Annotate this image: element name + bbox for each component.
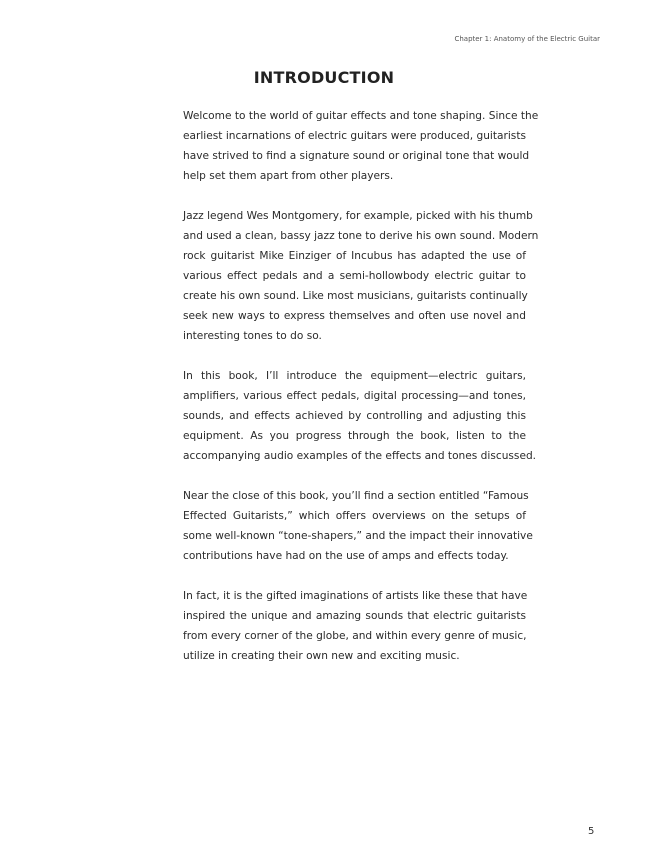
paragraph [183, 106, 539, 186]
text-line: utilize in creating their own new and exciting music. [183, 650, 460, 662]
text-line: In this book, I’ll introduce the equipment—electric guitars, [183, 370, 526, 382]
text-line: inspired the unique and amazing sounds that electric guitarists [183, 610, 526, 622]
paragraph [183, 586, 526, 666]
text-line: various effect pedals and a semi-hollowbody electric guitar to [183, 270, 526, 282]
text-line: create his own sound. Like most musicians, guitarists continually [183, 290, 528, 302]
paragraph [183, 206, 539, 346]
body-text [183, 106, 539, 686]
text-line: equipment. As you progress through the book, listen to the [183, 430, 526, 442]
running-header: Chapter 1: Anatomy of the Electric Guitar [454, 35, 600, 43]
text-line: Effected Guitarists,” which offers overviews on the setups of [183, 510, 526, 522]
text-line: seek new ways to express themselves and often use novel and [183, 310, 526, 322]
text-line: some well-known “tone-shapers,” and the impact their innovative [183, 530, 533, 542]
paragraph [183, 366, 537, 466]
text-line: interesting tones to do so. [183, 330, 322, 342]
text-line: and used a clean, bassy jazz tone to derive his own sound. Modern [183, 230, 539, 242]
text-line: earliest incarnations of electric guitars were produced, guitarists [183, 130, 526, 142]
page-number: 5 [588, 826, 595, 837]
text-line: from every corner of the globe, and within every genre of music, [183, 630, 527, 642]
paragraph [183, 486, 533, 566]
text-line: help set them apart from other players. [183, 170, 394, 182]
text-line: In fact, it is the gifted imaginations of artists like these that have [183, 590, 528, 602]
text-line: contributions have had on the use of amps and effects today. [183, 550, 509, 562]
text-line: amplifiers, various effect pedals, digital processing—and tones, [183, 390, 526, 402]
text-line: have strived to find a signature sound or original tone that would [183, 150, 530, 162]
text-line: sounds, and effects achieved by controlling and adjusting this [183, 410, 526, 422]
text-line: Near the close of this book, you’ll find a section entitled “Famous [183, 490, 529, 502]
text-line: Jazz legend Wes Montgomery, for example, picked with his thumb [183, 210, 533, 222]
page-title: INTRODUCTION [253, 68, 395, 87]
text-line: rock guitarist Mike Einziger of Incubus has adapted the use of [183, 250, 526, 262]
text-line: accompanying audio examples of the effects and tones discussed. [183, 450, 537, 462]
text-line: Welcome to the world of guitar effects and tone shaping. Since the [183, 110, 539, 122]
